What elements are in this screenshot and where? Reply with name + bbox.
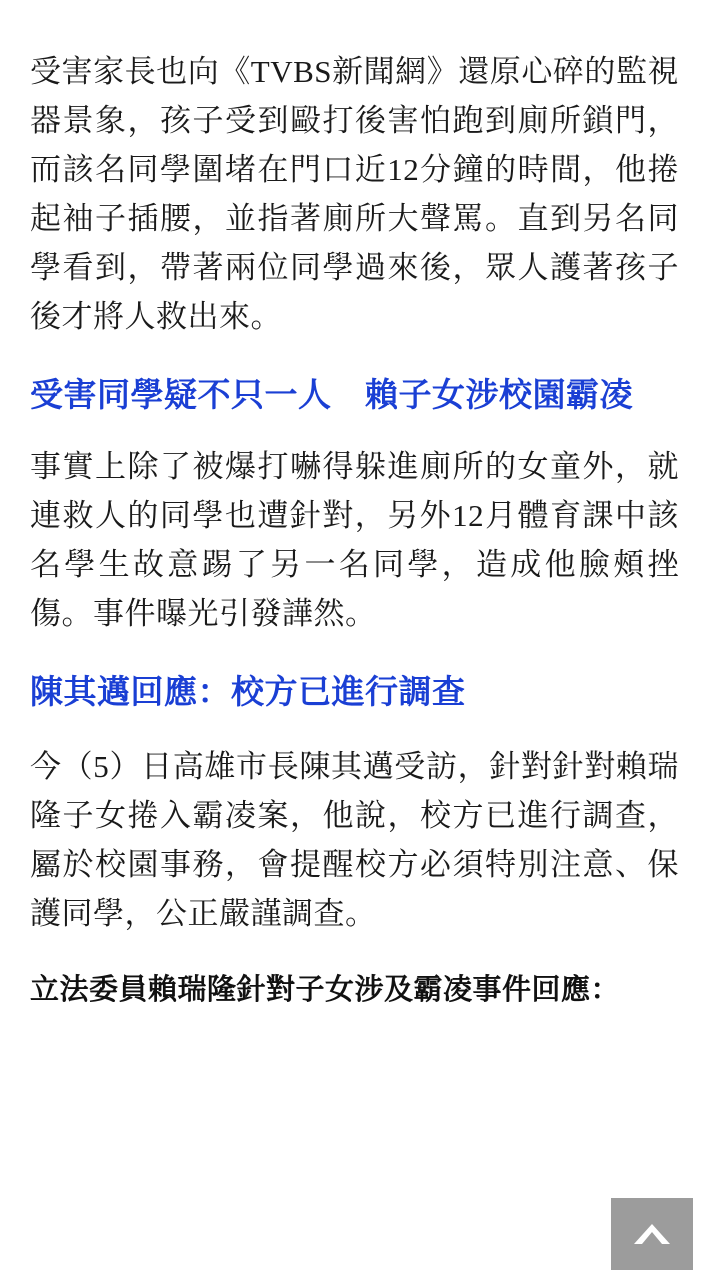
article-subheading-1: 受害同學疑不只一人 賴子女涉校園霸凌 <box>30 375 633 413</box>
article-subheading-2: 陳其邁回應：校方已進行調查 <box>30 673 466 711</box>
scroll-to-top-button[interactable] <box>611 1198 693 1270</box>
article-black-heading: 立法委員賴瑞隆針對子女涉及霸凌事件回應： <box>30 973 621 1006</box>
chevron-up-icon <box>632 1221 672 1247</box>
article-paragraph-3: 今（5）日高雄市長陳其邁受訪，針對針對賴瑞隆子女捲入霸凌案，他說，校方已進行調查，屬於校園事務，會提醒校方必須特別注意、保護同學，公正嚴謹調查。 <box>30 748 679 931</box>
article-paragraph-1: 受害家長也向《TVBS新聞網》還原心碎的監視器景象，孩子受到毆打後害怕跑到廁所鎖門，而該名同學圍堵在門口近12分鐘的時間，他捲起袖子插腰，並指著廁所大聲罵。直到另名同學看到，帶著兩位同學過來後，眾人護著孩子後才將人救出來。 <box>30 54 679 334</box>
article-paragraph-2: 事實上除了被爆打嚇得躲進廁所的女童外，就連救人的同學也遭針對，另外12月體育課中該名學生故意踢了另一名同學，造成他臉頰挫傷。事件曝光引發譁然。 <box>30 449 679 632</box>
